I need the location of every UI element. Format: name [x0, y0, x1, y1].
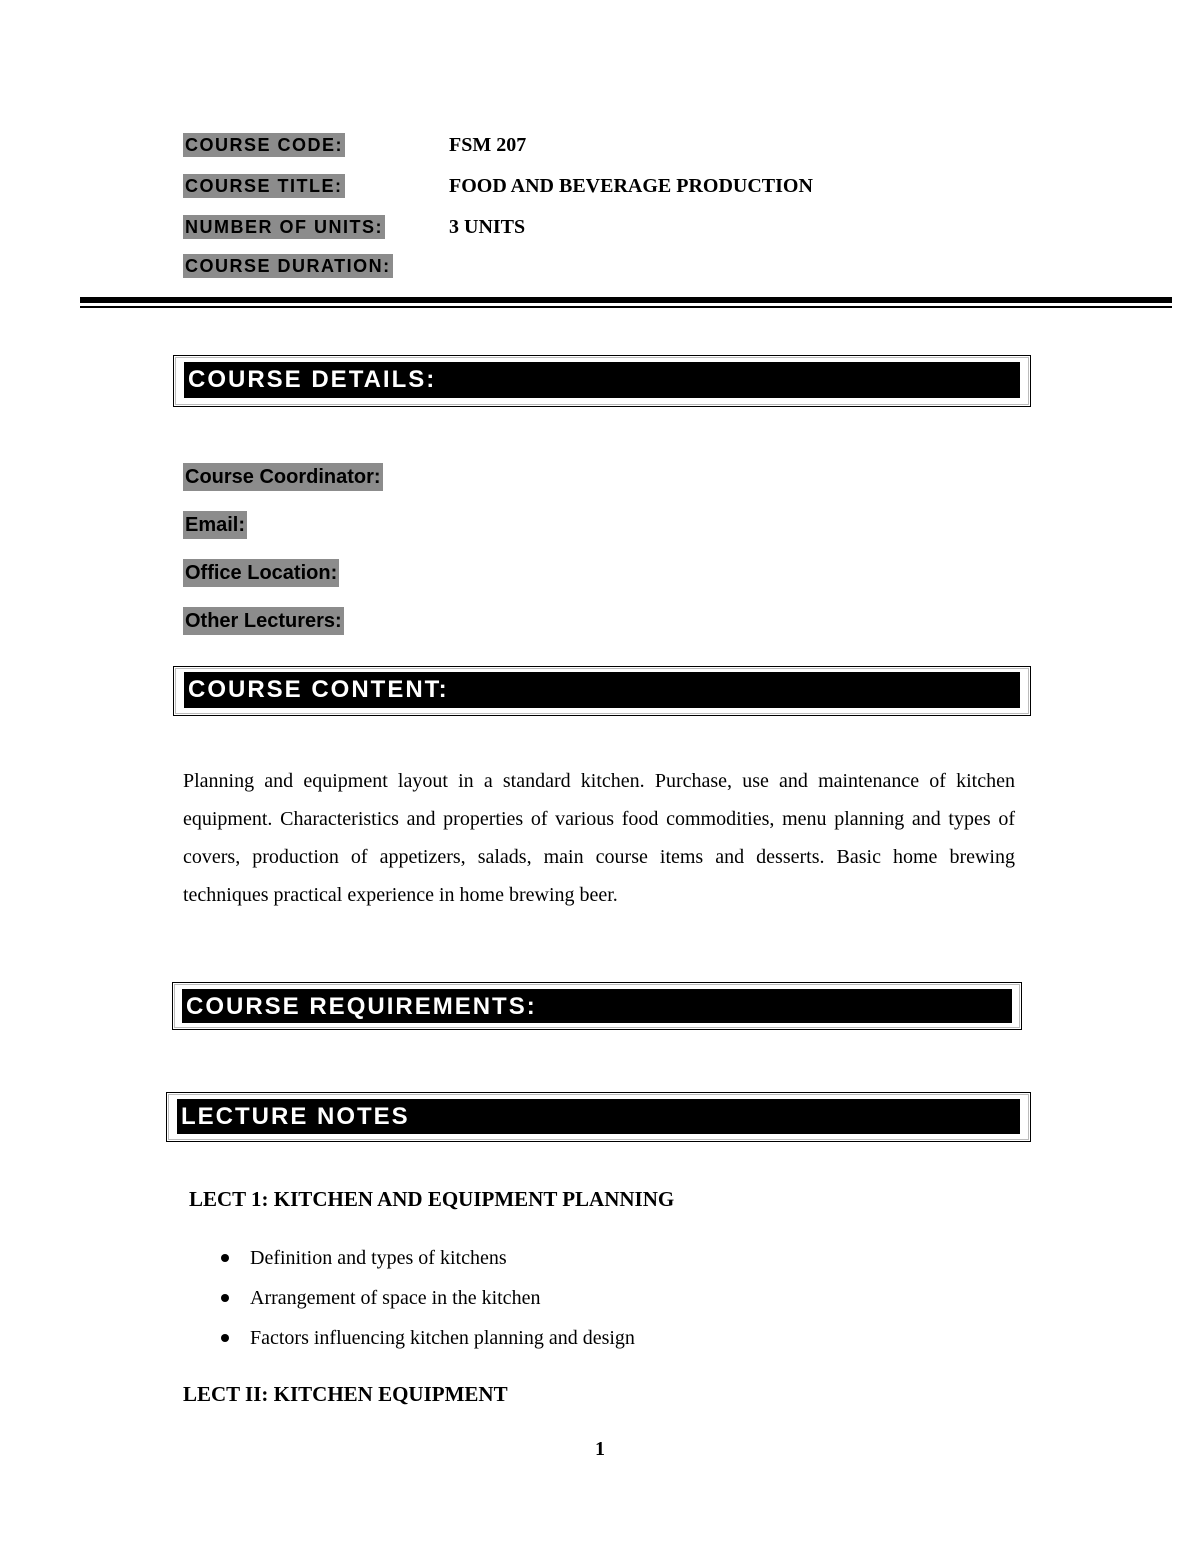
header-divider-thick: [80, 297, 1172, 303]
list-item-text: Arrangement of space in the kitchen: [250, 1287, 541, 1309]
list-item: [215, 1284, 635, 1324]
number-of-units-label: NUMBER OF UNITS:: [185, 217, 383, 237]
page-number: 1: [595, 1438, 605, 1460]
list-item: [215, 1244, 635, 1284]
header-divider-thin: [80, 306, 1172, 308]
lecture-2-title: LECT II: KITCHEN EQUIPMENT: [183, 1382, 508, 1406]
bullet-icon: [221, 1294, 229, 1302]
email-label: Email:: [183, 511, 247, 539]
course-content-paragraph: Planning and equipment layout in a standard kitchen. Purchase, use and maintenance of kitchen equipment. Characteristics and properties of various food commodities, menu planning and types of covers, production of appetizers, salads, main course items and desserts. Basic home brewing techniques practical experience in home brewing beer.: [183, 770, 1015, 906]
course-title-label: COURSE TITLE:: [185, 176, 343, 196]
course-code-value: FSM 207: [449, 134, 527, 156]
lecture-1-title: LECT 1: KITCHEN AND EQUIPMENT PLANNING: [189, 1187, 675, 1211]
course-title-value: FOOD AND BEVERAGE PRODUCTION: [449, 175, 813, 197]
lecture-1-topics: [215, 1244, 635, 1364]
lecture-notes-heading: LECTURE NOTES: [177, 1099, 1020, 1134]
list-item-text: Definition and types of kitchens: [250, 1247, 507, 1269]
other-lecturers-label: Other Lecturers:: [183, 607, 344, 635]
bullet-icon: [221, 1334, 229, 1342]
course-requirements-heading: COURSE REQUIREMENTS:: [182, 989, 1012, 1023]
number-of-units-value: 3 UNITS: [449, 216, 526, 238]
course-coordinator-label: Course Coordinator:: [183, 463, 383, 491]
course-duration-label: COURSE DURATION:: [185, 256, 391, 276]
course-code-label: COURSE CODE:: [185, 135, 344, 155]
list-item: [215, 1324, 635, 1364]
course-content-heading: COURSE CONTENT:: [184, 672, 1020, 708]
bullet-icon: [221, 1254, 229, 1262]
office-location-label: Office Location:: [183, 559, 339, 587]
course-details-heading: COURSE DETAILS:: [184, 362, 1020, 398]
list-item-text: Factors influencing kitchen planning and design: [250, 1327, 635, 1349]
